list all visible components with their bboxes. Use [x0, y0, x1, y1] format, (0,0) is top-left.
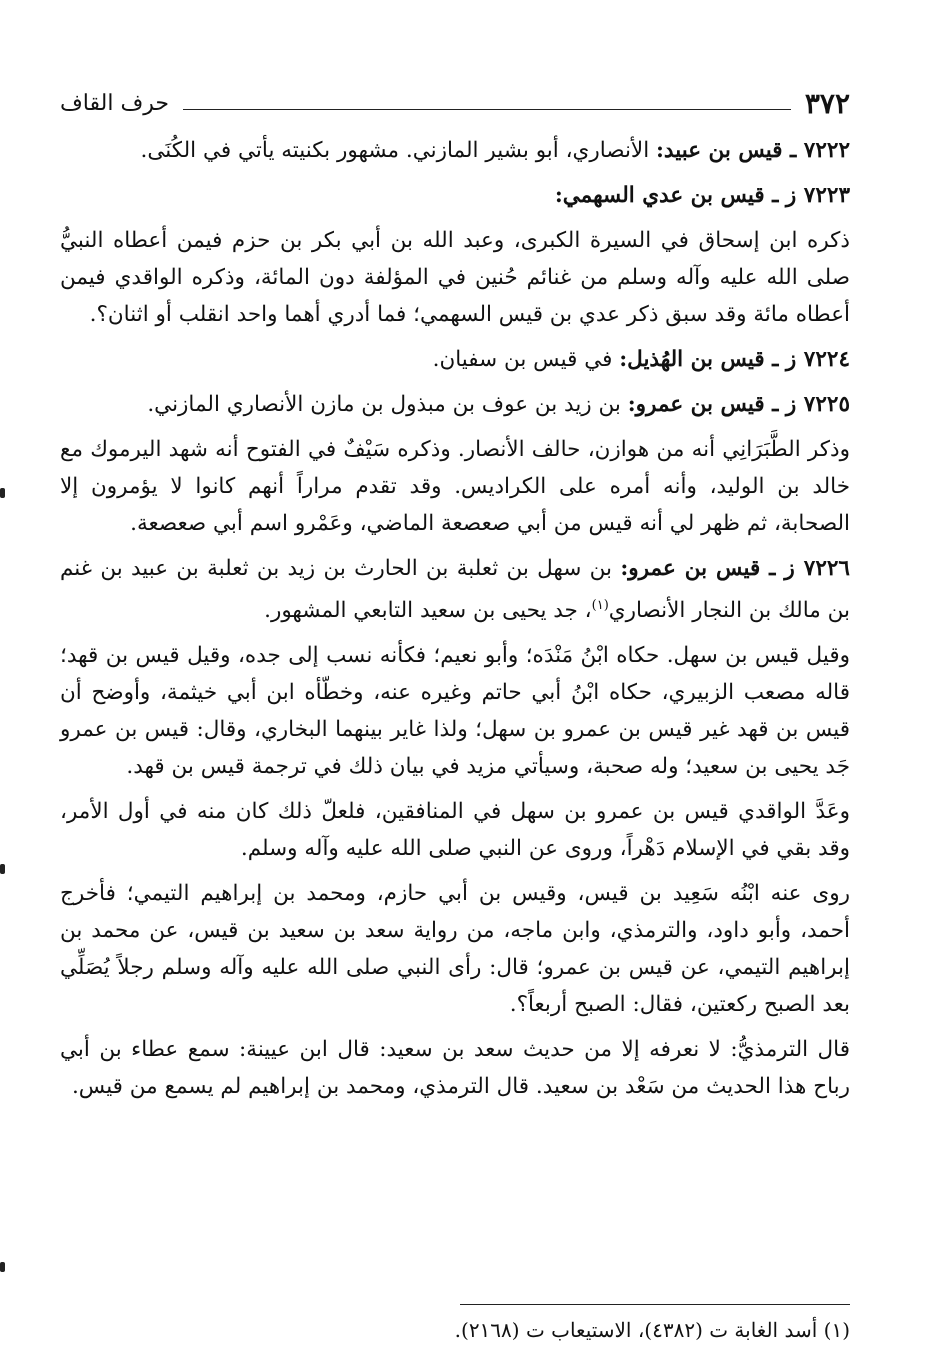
paragraph [60, 637, 850, 785]
entry-text: وعَدَّ الواقدي قيس بن عمرو بن سهل في المنافقين، فلعلّ ذلك كان منه في أول الأمر، وقد بقي في الإسلام دَهْراً، وروى عن النبي صلى الله عليه وآله وسلم. [60, 799, 850, 862]
entry-text: قال الترمذيُّ: لا نعرفه إلا من حديث سعد بن سعيد: قال ابن عيينة: سمع عطاء بن أبي رباح هذا الحديث من سَعْد بن سعيد. قال الترمذي، ومحمد بن إبراهيم لم يسمع من قيس. [60, 1037, 850, 1100]
footnote-ref: (١) [591, 598, 609, 613]
paragraph [60, 875, 850, 1023]
entry-text: وذكر الطَّبَرَانِي أنه من هوازن، حالف الأنصار. وذكره سَيْفٌ في الفتوح أنه شهد اليرموك مع خالد بن الوليد، وأنه أمره على الكراديس. وقد تقدم مراراً أنهم كانوا لا يؤمرون إلا الصحابة، ثم ظهر لي أنه قيس من أبي صعصعة الماضي، وعَمْرو اسم أبي صعصعة. [60, 437, 850, 536]
entry-head: ٧٢٢٦ ز ـ قيس بن عمرو: [620, 556, 850, 581]
scan-edge-mark [0, 864, 5, 874]
paragraph [60, 222, 850, 333]
entry-head: ٧٢٢٤ ز ـ قيس بن الهُذيل: [619, 347, 850, 372]
entry-7225 [60, 386, 850, 423]
entry-text: ، جد يحيى بن سعيد التابعي المشهور. [264, 598, 592, 624]
scan-edge-mark [0, 1262, 5, 1272]
entry-head: ٧٢٢٥ ز ـ قيس بن عمرو: [627, 392, 850, 417]
entry-7224 [60, 341, 850, 378]
entry-text: في قيس بن سفيان. [432, 347, 620, 372]
scan-edge-mark [0, 488, 5, 498]
entry-7222 [60, 132, 850, 169]
entry-7223 [60, 177, 850, 214]
paragraph [60, 431, 850, 542]
entry-text: بن سهل بن ثعلبة بن الحارث بن زيد بن ثعلبة بن عبيد بن غنم بن مالك بن النجار الأنصاري [60, 556, 850, 624]
entry-text: بن زيد بن عوف بن مبذول بن مازن الأنصاري المازني. [147, 392, 628, 417]
entry-text: وقيل قيس بن سهل. حكاه ابْنُ مَنْدَه؛ وأبو نعيم؛ فكأنه نسب إلى جده، وقيل قيس بن قهد؛ قاله مصعب الزبيري، حكاه ابْنُ أبي حاتم وغيره عنه، وخطّأه ابن أبي خيثمة، وأوضح أن قيس بن قهد غير قيس بن عمرو بن سهل؛ ولذا غاير بينهما البخاري، وقال: قيس بن عمرو جَد يحيى بن سعيد؛ وله صحبة، وسيأتي مزيد في بيان ذلك في ترجمة قيس بن قهد. [60, 643, 850, 780]
page-header [60, 88, 850, 118]
book-page [60, 88, 850, 1348]
page-number: ٣٧٢ [804, 86, 850, 120]
entry-head: ٧٢٢٣ ز ـ قيس بن عدي السهمي: [554, 183, 850, 208]
entry-text: روى عنه ابْنُه سَعِيد بن قيس، وقيس بن أبي حازم، ومحمد بن إبراهيم التيمي؛ فأخرج أحمد، وأبو داود، والترمذي، وابن ماجه، من رواية سعد بن سعيد بن قيس، عن محمد بن إبراهيم التيمي، عن قيس بن عمرو؛ قال: رأى النبي صلى الله عليه وآله وسلم رجلاً يُصَلِّي بعد الصبح ركعتين، فقال: الصبح أربعاً؟. [60, 881, 850, 1018]
entry-head: ٧٢٢٢ ـ قيس بن عبيد: [656, 138, 850, 163]
header-rule [183, 109, 791, 110]
footnote-rule [460, 1304, 850, 1305]
paragraph [60, 1031, 850, 1105]
entry-text: ذكره ابن إسحاق في السيرة الكبرى، وعبد الله بن أبي بكر بن حزم فيمن أعطاه النبيُّ صلى الله عليه وآله وسلم من غنائم حُنين في المؤلفة دون المائة، وذكره الواقدي فيمن أعطاه مائة وقد سبق ذكر عدي بن قيس السهمي؛ فما أدري أهما واحد انقلب أو اثنان؟. [60, 228, 850, 327]
entries [60, 132, 850, 1105]
entry-text: الأنصاري، أبو بشير المازني. مشهور بكنيته يأتي في الكُنَى. [140, 138, 656, 163]
footnote: (١) أسد الغابة ت (٤٣٨٢)، الاستيعاب ت (٢١٦٨). [454, 1318, 850, 1342]
paragraph [60, 793, 850, 867]
entry-7226 [60, 550, 850, 629]
running-title: حرف القاف [60, 90, 169, 116]
